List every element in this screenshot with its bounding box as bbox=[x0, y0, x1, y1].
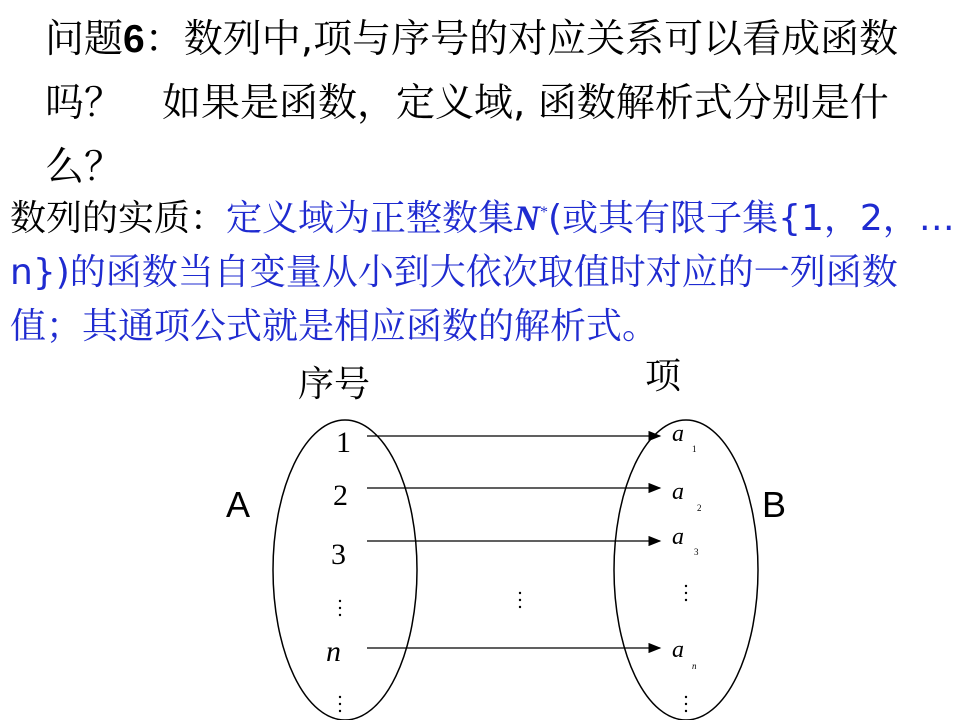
set-n-star: * bbox=[540, 204, 549, 221]
ellipsis-a-mid bbox=[339, 600, 341, 616]
term-3-sub: 3 bbox=[694, 547, 699, 557]
term-n-sub: n bbox=[692, 661, 697, 671]
set-a-label: A bbox=[226, 484, 251, 525]
domain-label: 序号 bbox=[298, 364, 371, 405]
ellipsis-a-bottom bbox=[339, 696, 341, 712]
index-3: 3 bbox=[331, 538, 346, 571]
index-n: n bbox=[326, 635, 341, 668]
essence-text-2: (或其有限子集{1，2，…n})的函数当自变量从小到大依次取值时对应的一列函数值；其通项公式就是相应函数的解析式。 bbox=[10, 198, 955, 347]
set-b-ellipse bbox=[614, 420, 758, 720]
range-label: 项 bbox=[645, 356, 682, 397]
set-n-symbol: N bbox=[514, 198, 541, 238]
index-2: 2 bbox=[333, 479, 348, 512]
essence-label: 数列的实质： bbox=[10, 198, 227, 239]
ellipsis-b-mid bbox=[685, 585, 687, 601]
question-number: 6 bbox=[123, 18, 145, 61]
term-n-base: a bbox=[672, 637, 684, 663]
ellipsis-center bbox=[519, 592, 521, 608]
essence-text-1: 定义域为正整数集 bbox=[226, 198, 515, 239]
term-3-base: a bbox=[672, 524, 684, 550]
set-b-label: B bbox=[762, 484, 787, 525]
term-1-base: a bbox=[672, 421, 684, 447]
ellipsis-b-bottom bbox=[685, 696, 687, 712]
term-2-base: a bbox=[672, 479, 684, 505]
term-2-sub: 2 bbox=[697, 503, 702, 513]
index-1: 1 bbox=[336, 426, 351, 459]
question-prefix: 问题 bbox=[45, 17, 124, 62]
question-body: ：数列中,项与序号的对应关系可以看成函数吗？ 如果是函数，定义域, 函数解析式分别是什么？ bbox=[45, 17, 899, 190]
term-1-sub: 1 bbox=[692, 444, 697, 454]
